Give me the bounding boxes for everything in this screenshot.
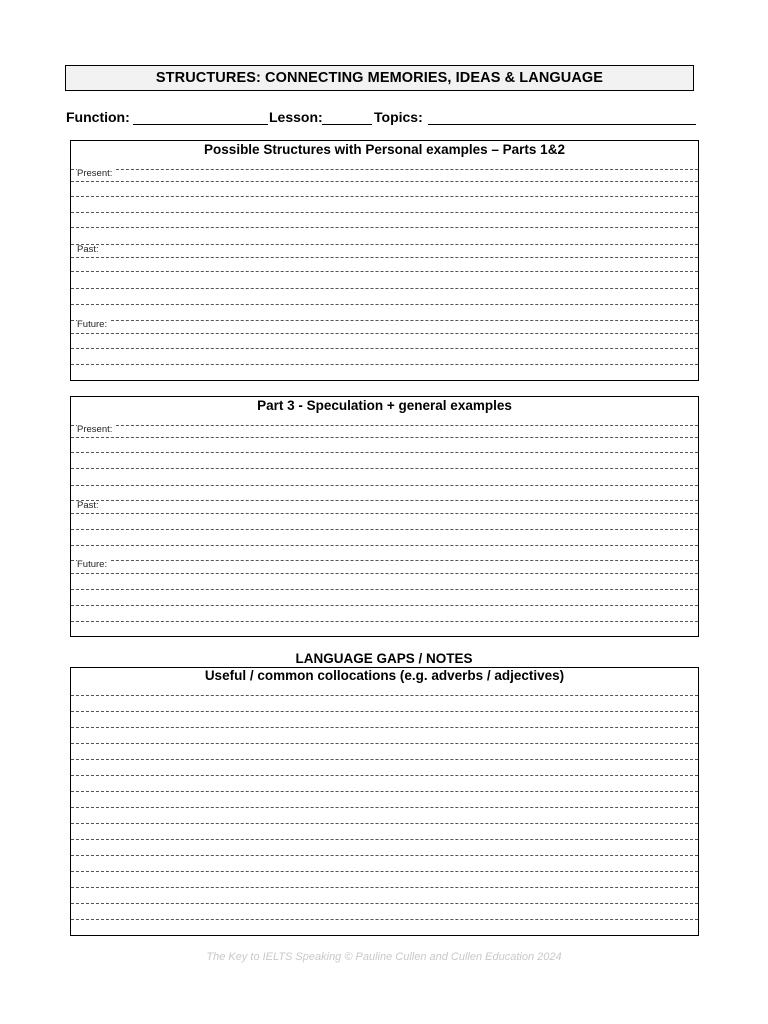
lesson-field[interactable]: [322, 124, 372, 125]
writing-line[interactable]: [71, 759, 698, 760]
writing-line[interactable]: [71, 855, 698, 856]
section-speculation-heading: Part 3 - Speculation + general examples: [257, 398, 512, 413]
topics-label: Topics:: [374, 109, 423, 125]
section-language-gaps: [70, 667, 699, 936]
writing-line[interactable]: [71, 437, 698, 438]
page-title: [65, 65, 694, 91]
writing-line[interactable]: [71, 513, 698, 514]
past-label: Past:: [77, 500, 99, 511]
writing-line[interactable]: [71, 903, 698, 904]
writing-line[interactable]: [71, 425, 698, 426]
writing-line[interactable]: [71, 919, 698, 920]
section-collocations-heading: Useful / common collocations (e.g. adverbs / adjectives): [204, 668, 565, 683]
function-field[interactable]: [133, 124, 268, 125]
writing-line[interactable]: [71, 727, 698, 728]
page-title-text: STRUCTURES: CONNECTING MEMORIES, IDEAS & LANGUAGE: [155, 70, 604, 86]
writing-line[interactable]: [71, 589, 698, 590]
writing-line[interactable]: [71, 304, 698, 305]
section-personal-structures: [70, 140, 699, 381]
writing-line[interactable]: [71, 839, 698, 840]
writing-line[interactable]: [71, 333, 698, 334]
writing-line[interactable]: [71, 711, 698, 712]
section-personal-heading: Possible Structures with Personal examples – Parts 1&2: [204, 142, 565, 157]
future-label: Future:: [77, 559, 108, 570]
writing-line[interactable]: [71, 227, 698, 228]
writing-line[interactable]: [71, 485, 698, 486]
writing-line[interactable]: [71, 743, 698, 744]
writing-line[interactable]: [71, 181, 698, 182]
writing-line[interactable]: [71, 621, 698, 622]
topics-field[interactable]: [428, 124, 696, 125]
writing-line[interactable]: [71, 560, 698, 561]
writing-line[interactable]: [71, 288, 698, 289]
writing-line[interactable]: [71, 257, 698, 258]
writing-line[interactable]: [71, 573, 698, 574]
language-gaps-title: LANGUAGE GAPS / NOTES: [295, 651, 473, 666]
writing-line[interactable]: [71, 545, 698, 546]
writing-line[interactable]: [71, 807, 698, 808]
writing-line[interactable]: [71, 452, 698, 453]
writing-line[interactable]: [71, 212, 698, 213]
writing-line[interactable]: [71, 196, 698, 197]
writing-line[interactable]: [71, 348, 698, 349]
writing-line[interactable]: [71, 695, 698, 696]
future-label: Future:: [77, 319, 108, 330]
present-label: Present:: [77, 168, 113, 179]
writing-line[interactable]: [71, 775, 698, 776]
past-label: Past:: [77, 244, 99, 255]
function-label: Function:: [66, 109, 130, 125]
writing-line[interactable]: [71, 605, 698, 606]
writing-line[interactable]: [71, 271, 698, 272]
writing-line[interactable]: [71, 244, 698, 245]
writing-line[interactable]: [71, 169, 698, 170]
writing-line[interactable]: [71, 871, 698, 872]
writing-line[interactable]: [71, 791, 698, 792]
writing-line[interactable]: [71, 823, 698, 824]
writing-line[interactable]: [71, 468, 698, 469]
writing-line[interactable]: [71, 500, 698, 501]
present-label: Present:: [77, 424, 113, 435]
writing-line[interactable]: [71, 529, 698, 530]
writing-line[interactable]: [71, 364, 698, 365]
lesson-label: Lesson:: [269, 109, 323, 125]
footer-copyright: The Key to IELTS Speaking © Pauline Cullen and Cullen Education 2024: [206, 951, 562, 963]
meta-row: [66, 109, 696, 127]
writing-line[interactable]: [71, 320, 698, 321]
writing-line[interactable]: [71, 887, 698, 888]
section-speculation: [70, 396, 699, 637]
